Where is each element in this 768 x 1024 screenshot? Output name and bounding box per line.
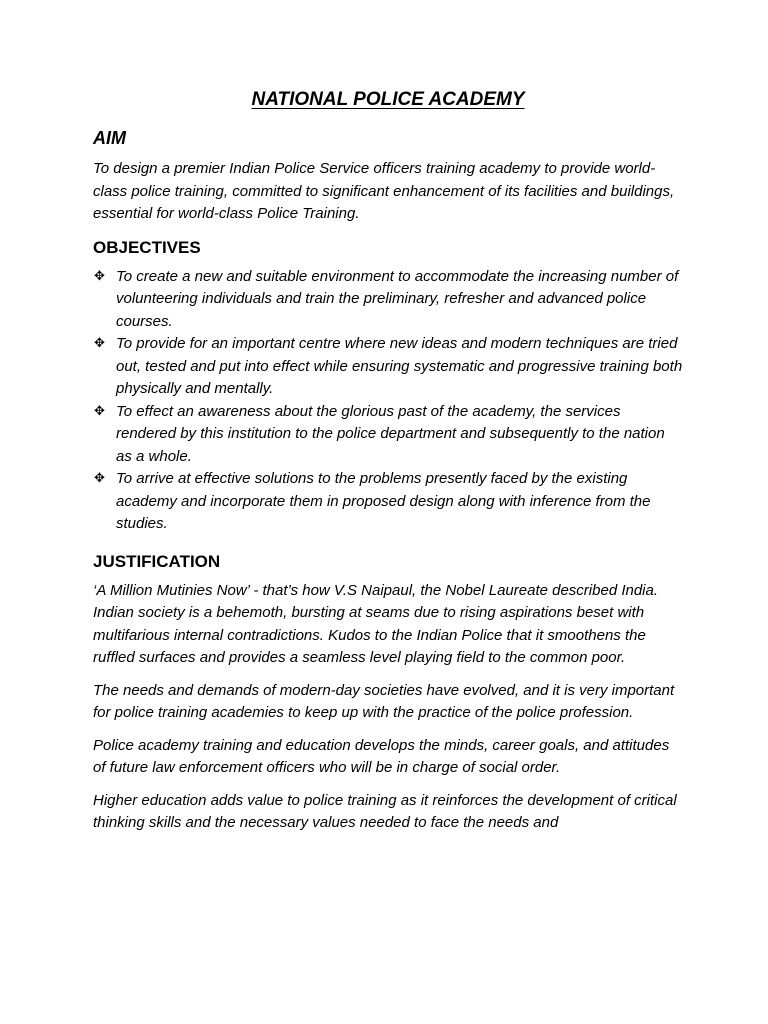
document-page [93, 86, 683, 845]
objectives-heading: OBJECTIVES [93, 237, 201, 257]
four-diamond-bullet-icon: ✥ [94, 471, 105, 486]
aim-text: To design a premier Indian Police Service officers training academy to provide world-class police training, committed to significant enhancement of its facilities and buildings, essential for world-class Police Training. [93, 160, 675, 222]
justification-paragraph: The needs and demands of modern-day societies have evolved, and it is very important for police training academies to keep up with the practice of the police profession. [93, 681, 675, 721]
four-diamond-bullet-icon: ✥ [94, 336, 105, 351]
four-diamond-bullet-icon: ✥ [94, 268, 105, 284]
objectives-list [93, 266, 683, 536]
document-title: NATIONAL POLICE ACADEMY [251, 89, 525, 110]
objective-text: To arrive at effective solutions to the problems presently faced by the existing academy and incorporate them in proposed design along with inference from the studies. [116, 470, 651, 532]
aim-heading: AIM [93, 128, 126, 148]
objective-text: To create a new and suitable environment to accommodate the increasing number of volunteering individuals and train the preliminary, refresher and advanced police courses. [116, 267, 679, 330]
justification-paragraph: Higher education adds value to police training as it reinforces the development of critical thinking skills and the necessary values needed to face the needs and [93, 791, 677, 831]
list-item [93, 333, 683, 401]
justification-paragraph: Police academy training and education develops the minds, career goals, and attitudes of future law enforcement officers who will be in charge of social order. [93, 736, 670, 776]
justification-heading: JUSTIFICATION [93, 551, 221, 571]
justification-paragraph: ‘A Million Mutinies Now’ - that’s how V.S Naipaul, the Nobel Laureate described India. Indian society is a behemoth, bursting at seams due to rising aspirations beset with multifarious internal contradictions. Kudos to the Indian Police that it smoothens the ruffled surfaces and provides a seamless level playing field to the common poor. [93, 581, 659, 666]
objective-text: To provide for an important centre where new ideas and modern techniques are tried out, tested and put into effect while ensuring systematic and progressive training both physically and mentally. [116, 335, 683, 397]
list-item [93, 266, 683, 334]
list-item [93, 468, 683, 536]
four-diamond-bullet-icon: ✥ [94, 403, 105, 419]
list-item [93, 401, 683, 469]
objective-text: To effect an awareness about the glorious past of the academy, the services rendered by this institution to the police department and subsequently to the nation as a whole. [116, 402, 665, 465]
